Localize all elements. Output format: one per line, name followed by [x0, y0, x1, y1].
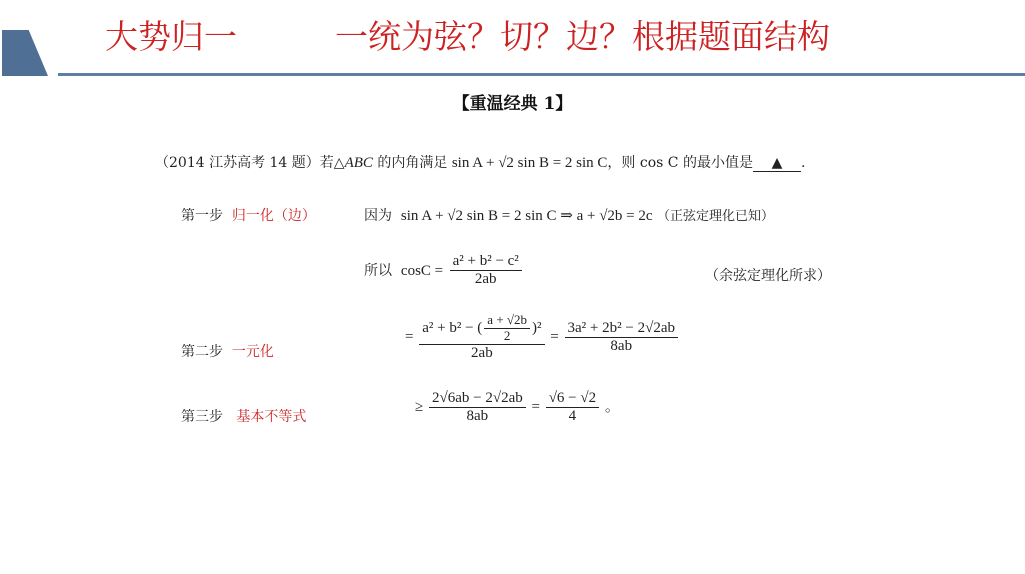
cos-formula-row — [364, 253, 524, 289]
step-3-numerator-1: 2√6ab − 2√2ab — [429, 390, 526, 408]
step-2-eq: = — [405, 329, 414, 345]
step-2-inner-fraction — [484, 313, 530, 344]
step-3-end: 。 — [604, 399, 620, 416]
step-2-numerator-2: 3a² + 2b² − 2√2ab — [565, 320, 678, 338]
step-2-num-a: a² + b² − ( — [422, 319, 483, 336]
problem-text-2: ，则 cos C 的最小值是 — [607, 155, 753, 171]
so-label: 所以 — [364, 262, 392, 279]
step-3-number: 第三步 — [181, 409, 223, 425]
step-2-eq-2: = — [550, 329, 559, 345]
step-2-numerator-1 — [419, 313, 544, 345]
cos-denominator: 2ab — [474, 271, 497, 288]
cos-note: （余弦定理化所求） — [705, 268, 831, 284]
step-3-fraction-2 — [546, 390, 599, 426]
step-3-denominator-2: 4 — [568, 408, 577, 425]
triangle-name: ABC — [344, 155, 373, 171]
step-1-equation: sin A + √2 sin B = 2 sin C ⇒ a + √2b = 2c — [400, 208, 653, 224]
problem-source: （2014 江苏高考 14 题）若△ — [155, 155, 345, 171]
header-divider — [58, 73, 1025, 76]
step-3-expression — [415, 390, 620, 426]
problem-statement — [155, 152, 805, 172]
step-3-name: 基本不等式 — [236, 409, 307, 425]
cos-fraction — [450, 253, 522, 289]
step-1-note: （正弦定理化已知） — [657, 209, 775, 224]
slide-title-right: 一统为弦？切？边？根据题面结构 — [335, 17, 830, 56]
problem-condition: sin A + √2 sin B = 2 sin C — [451, 155, 608, 171]
step-2-name: 一元化 — [231, 344, 274, 360]
step-1-label — [181, 205, 316, 225]
step-1-content — [364, 205, 774, 225]
step-2-fraction-2 — [565, 320, 678, 356]
problem-text-1: 的内角满足 — [372, 155, 452, 171]
step-2-denominator-1: 2ab — [471, 344, 493, 361]
slide-title-left: 大势归一 — [105, 17, 237, 56]
step-3-numerator-2: √6 − √2 — [546, 390, 599, 408]
step-2-fraction-1 — [419, 313, 544, 362]
problem-end: . — [800, 155, 806, 171]
step-2-label — [181, 341, 274, 361]
step-3-ge: ≥ — [415, 399, 424, 416]
step-3-label — [181, 406, 306, 426]
cos-numerator: a² + b² − c² — [450, 253, 522, 271]
step-1-because: 因为 — [364, 208, 392, 224]
header-corner-tab — [2, 30, 48, 76]
cos-lhs: cosC = — [400, 262, 444, 279]
step-1-name: 归一化（边） — [231, 208, 316, 224]
inner-denominator: 2 — [503, 327, 511, 343]
step-3-eq: = — [531, 399, 540, 416]
answer-blank: ▲ — [753, 155, 801, 172]
step-2-num-b: )² — [532, 319, 542, 336]
step-2-denominator-2: 8ab — [610, 338, 633, 355]
step-3-denominator-1: 8ab — [466, 408, 489, 425]
inner-numerator: a + √2b — [484, 313, 530, 329]
step-3-fraction-1 — [429, 390, 526, 426]
step-1-number: 第一步 — [181, 208, 223, 224]
section-subtitle: 【重温经典 1】 — [452, 94, 573, 114]
step-2-expression — [405, 313, 680, 362]
step-2-number: 第二步 — [181, 344, 223, 360]
